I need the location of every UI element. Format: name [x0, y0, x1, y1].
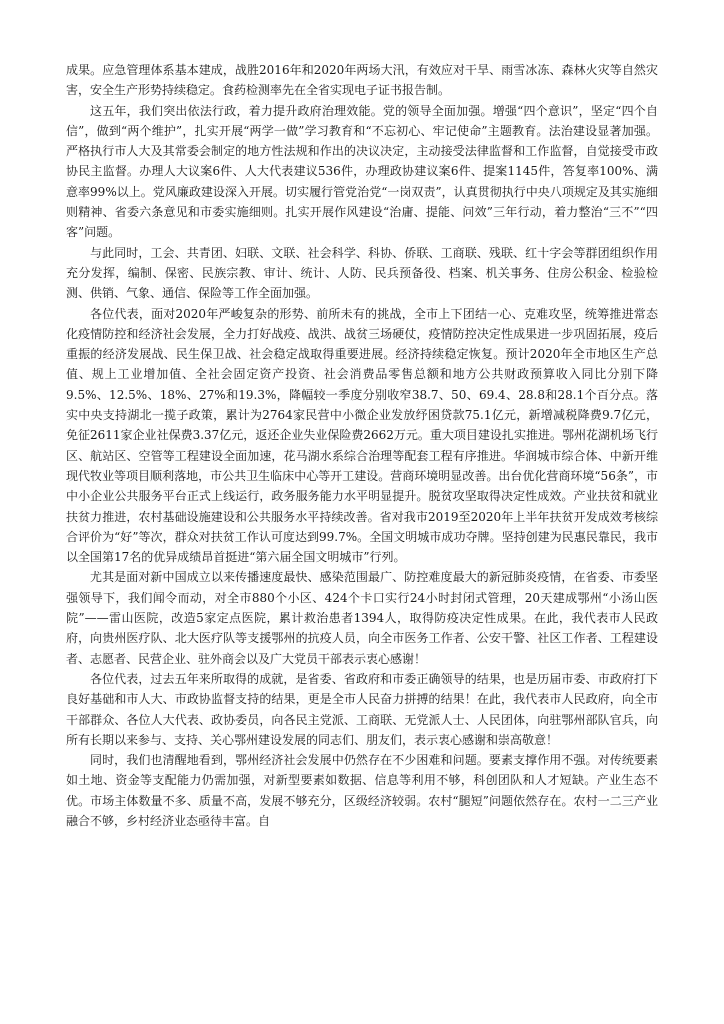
paragraph-rule-of-law: 这五年，我们突出依法行政，着力提升政府治理效能。党的领导全面加强。增强“四个意识”，坚定“四个自信”，做到“两个维护”，扎实开展“两学一做”学习教育和“不忘初心、牢记使命”主题教育。法治建设显著加强。严格执行市人大及其常委会制定的地方性法规和作出的决议决定，主动接受法律监督和工作监督，自觉接受市政协民主监督。办理人大议案6件、人大代表建议536件，办理政协建议案6件、提案1145件，答复率100%、满意率99%以上。党风廉政建设深入开展。切实履行管党治党“一岗双责”，认真贯彻执行中央八项规定及其实施细则精神、省委六条意见和市委实施细则。扎实开展作风建设“治庸、提能、问效”三年行动，着力整治“三不”“四客”问题。 [66, 103, 658, 240]
paragraph-mass-organizations: 与此同时，工会、共青团、妇联、文联、社会科学、科协、侨联、工商联、残联、红十字会等群团组织作用充分发挥，编制、保密、民族宗教、审计、统计、人防、民兵预备役、档案、机关事务、住房公积金、检验检测、供销、气象、通信、保险等工作全面加强。 [66, 245, 658, 301]
paragraph-acknowledgements: 各位代表，过去五年来所取得的成就，是省委、省政府和市委正确领导的结果，也是历届市委、市政府打下良好基础和市人大、市政协监督支持的结果，更是全市人民奋力拼搏的结果！在此，我代表市人民政府，向全市干部群众、各位人大代表、政协委员，向各民主党派、工商联、无党派人士、人民团体，向驻鄂州部队官兵，向所有长期以来参与、支持、关心鄂州建设发展的同志们、朋友们，表示衷心感谢和崇高敬意！ [66, 671, 658, 747]
paragraph-epidemic-response: 尤其是面对新中国成立以来传播速度最快、感染范围最广、防控难度最大的新冠肺炎疫情，在省委、市委坚强领导下，我们闻令而动，对全市880个小区、424个卡口实行24小时封闭式管理，20天建成鄂州“小汤山医院”——雷山医院，改造5家定点医院，累计救治患者1394人，取得防疫决定性成果。在此，我代表市人民政府，向贵州医疗队、北大医疗队等支援鄂州的抗疫人员，向全市医务工作者、公安干警、社区工作者、工程建设者、志愿者、民营企业、驻外商会以及广大党员干部表示衷心感谢！ [66, 570, 658, 666]
document-page [66, 60, 658, 831]
paragraph-problems: 同时，我们也清醒地看到，鄂州经济社会发展中仍然存在不少困难和问题。要素支撑作用不强。对传统要素如土地、资金等支配能力仍需加强，对新型要素如数据、信息等利用不够，科创团队和人才短缺。产业生态不优。市场主体数量不多、质量不高，发展不够充分，区级经济较弱。农村“腿短”问题依然存在。农村一二三产业融合不够，乡村经济业态亟待丰富。自 [66, 753, 658, 828]
paragraph-2020-review: 各位代表，面对2020年严峻复杂的形势、前所未有的挑战，全市上下团结一心、克难攻坚，统筹推进常态化疫情防控和经济社会发展，全力打好战疫、战洪、战贫三场硬仗，疫情防控决定性成果进一步巩固拓展，疫后重振的经济发展战、民生保卫战、社会稳定战取得重要进展。经济持续稳定恢复。预计2020年全市地区生产总值、规上工业增加值、全社会固定资产投资、社会消费品零售总额和地方公共财政预算收入同比分别下降9.5%、12.5%、18%、27%和19.3%，降幅较一季度分别收窄38.7、50、69.4、28.8和28.1个百分点。落实中央支持湖北一揽子政策，累计为2764家民营中小微企业发放纾困贷款75.1亿元，新增减税降费9.7亿元，免征2611家企业社保费3.37亿元，返还企业失业保险费2662万元。重大项目建设扎实推进。鄂州花湖机场飞行区、航站区、空管等工程建设全面加速，花马湖水系综合治理等配套工程有序推进。华润城市综合体、中新开维现代牧业等项目顺利落地，市公共卫生临床中心等开工建设。营商环境明显改善。出台优化营商环境“56条”，市中小企业公共服务平台正式上线运行，政务服务能力水平明显提升。脱贫攻坚取得决定性成效。产业扶贫和就业扶贫力推进，农村基础设施建设和公共服务水平持续改善。省对我市2019至2020年上半年扶贫开发成效考核综合评价为“好”等次，群众对扶贫工作认可度达到99.7%。全国文明城市成功夺牌。坚持创建为民惠民靠民，我市以全国第17名的优异成绩昂首挺进“第六届全国文明城市”行列。 [66, 306, 658, 565]
paragraph-achievements-end: 成果。应急管理体系基本建成，战胜2016年和2020年两场大汛，有效应对干旱、雨雪冰冻、森林火灾等自然灾害，安全生产形势持续稳定。食药检测率先在全省实现电子证书报告制。 [66, 63, 658, 98]
